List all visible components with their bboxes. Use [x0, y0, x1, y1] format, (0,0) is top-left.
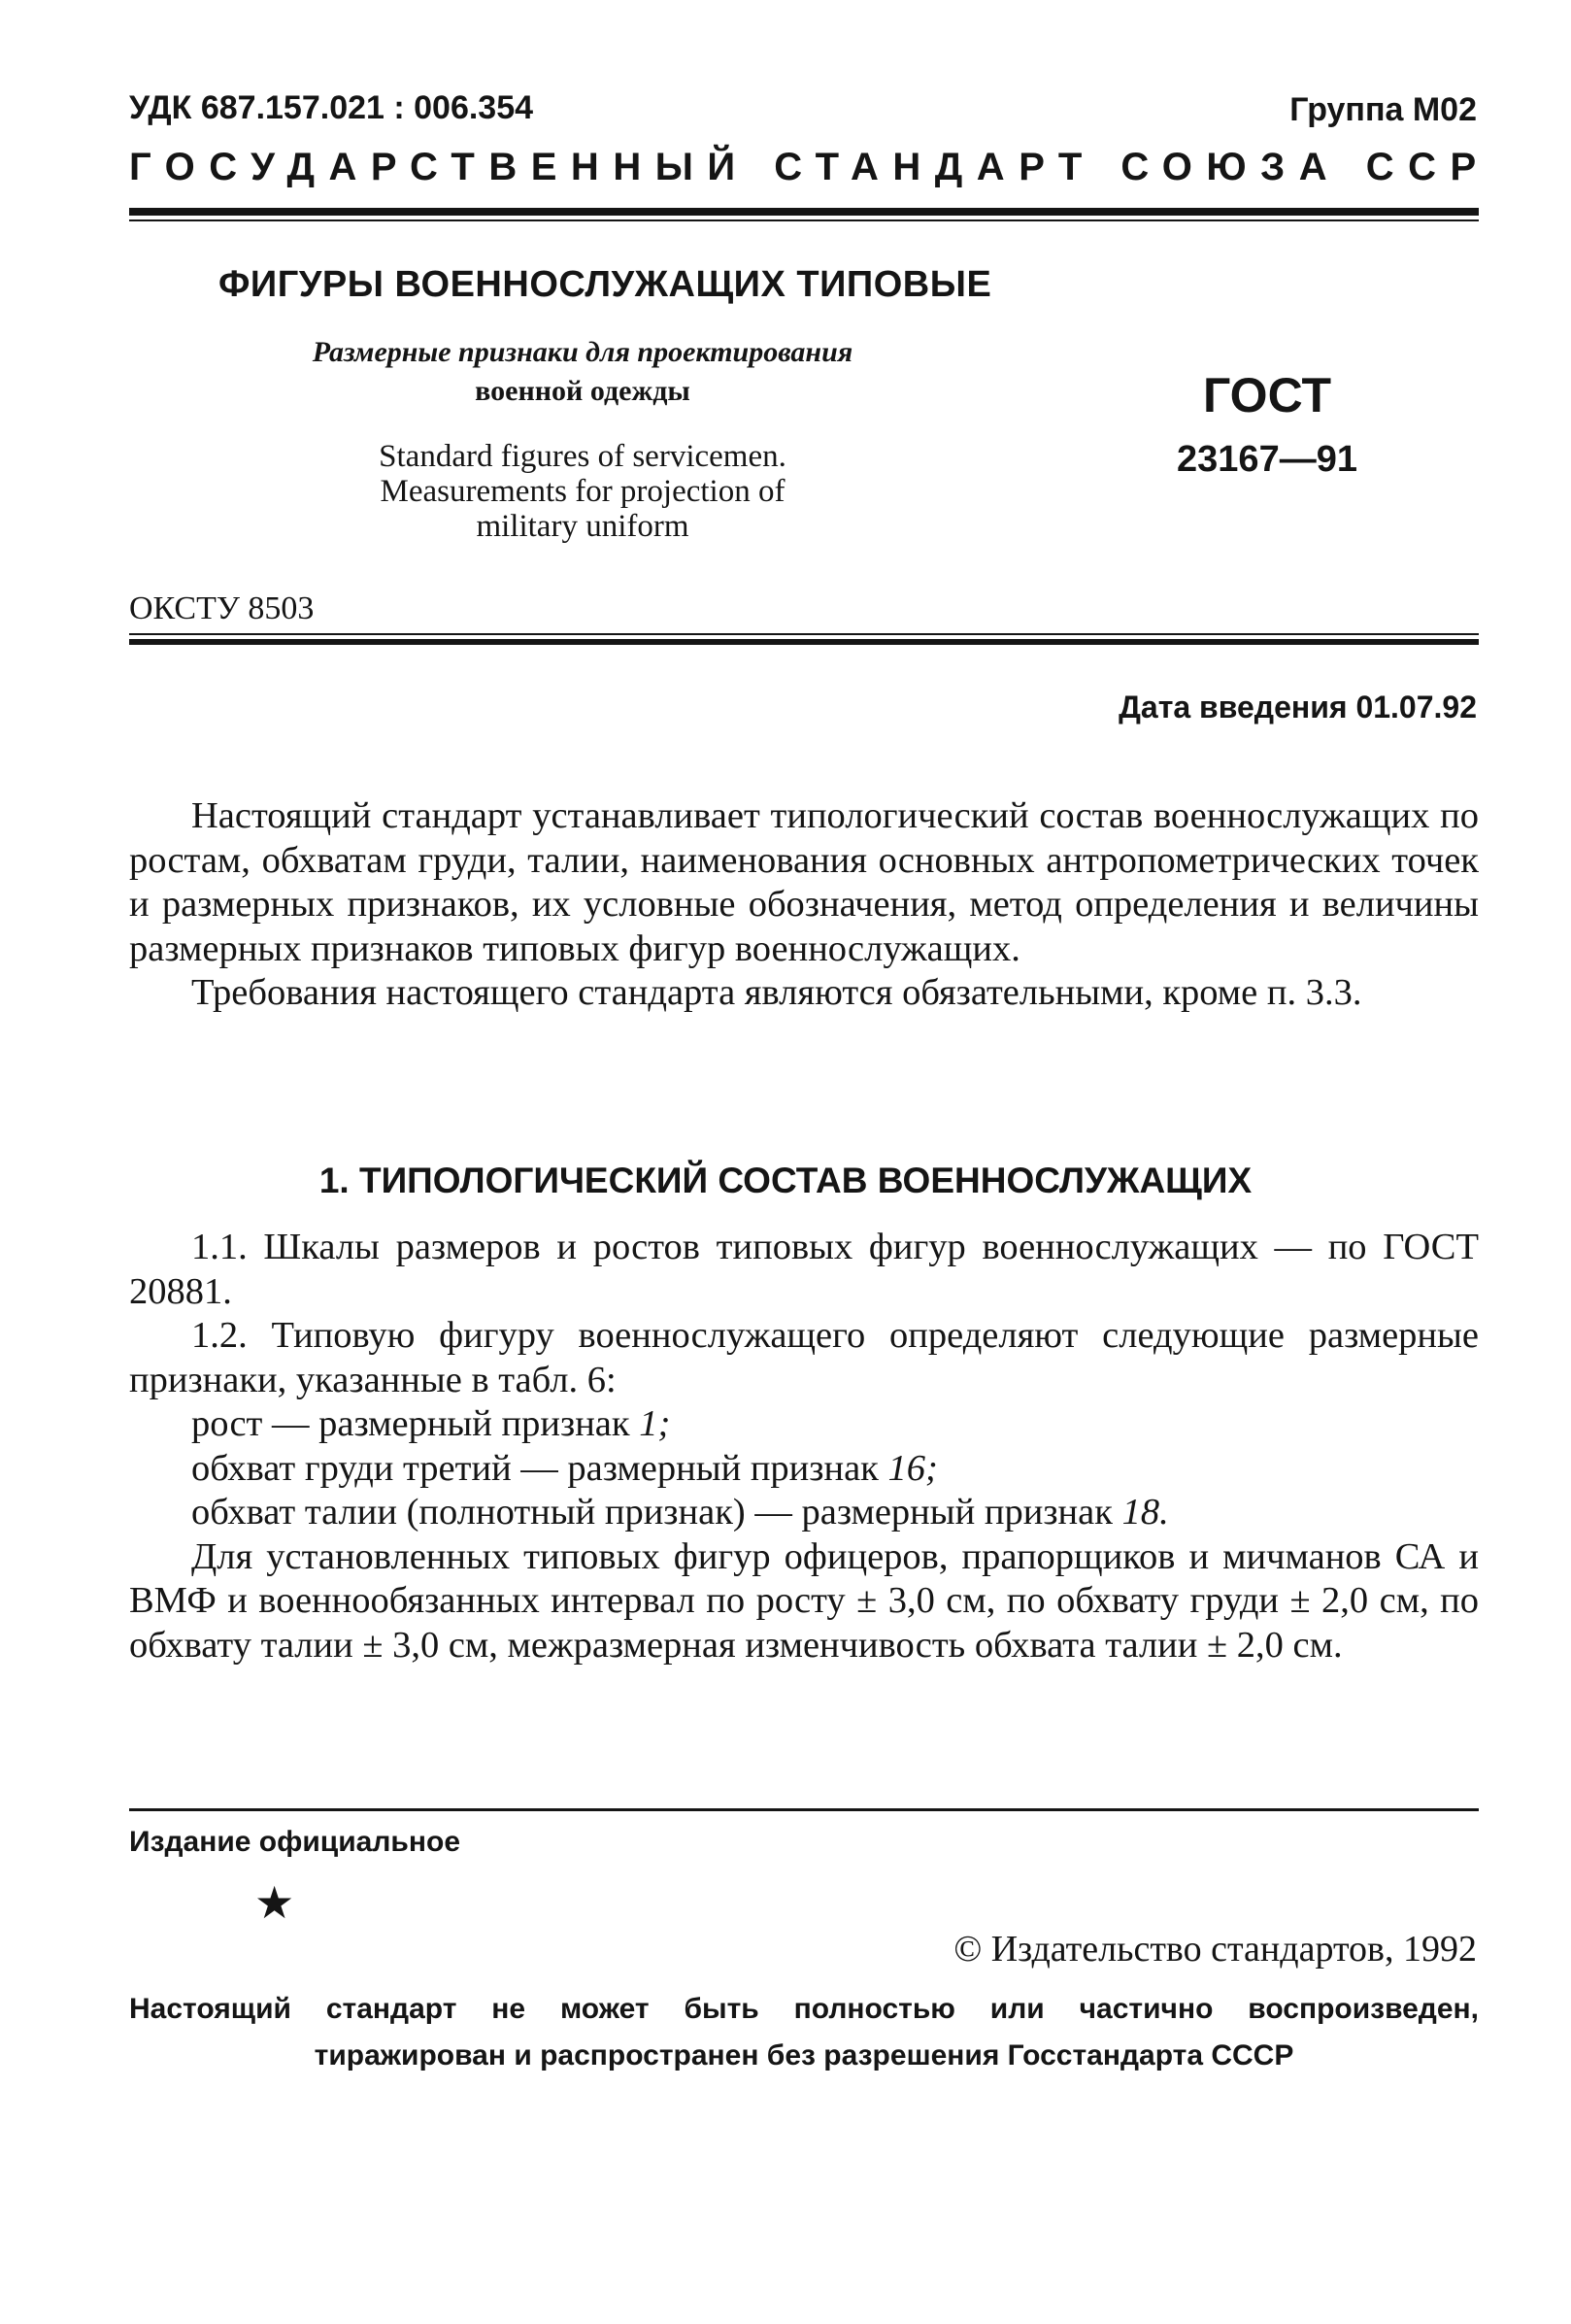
list-item-waist	[129, 1491, 1479, 1535]
standard-subtitle: Размерные признаки для проектирования	[312, 336, 853, 368]
reproduction-notice-line2: тиражирован и распространен без разрешения Госстандарта СССР	[314, 2039, 1294, 2071]
list-item-waist-text: обхват талии (полнотный признак) — размерный признак	[191, 1492, 1122, 1532]
copyright-notice: © Издательство стандартов, 1992	[953, 1929, 1477, 1970]
english-title	[223, 439, 942, 544]
list-item-waist-num: 18.	[1121, 1492, 1169, 1532]
star-icon: ★	[254, 1878, 295, 1928]
edition-label: Издание официальное	[129, 1826, 461, 1858]
header-rule-thin	[129, 219, 1479, 221]
reproduction-notice-line1: Настоящий стандарт не может быть полностью или частично воспроизведен,	[129, 1993, 1479, 2025]
standard-title: ФИГУРЫ ВОЕННОСЛУЖАЩИХ ТИПОВЫЕ	[218, 264, 992, 305]
gost-label: ГОСТ	[1203, 368, 1331, 422]
english-title-line2: Measurements for projection of	[380, 474, 786, 509]
section-1-heading: 1. ТИПОЛОГИЧЕСКИЙ СОСТАВ ВОЕННОСЛУЖАЩИХ	[318, 1161, 1253, 1200]
reproduction-notice	[129, 1986, 1479, 2079]
list-item-chest-num: 16;	[887, 1447, 938, 1489]
clause-1-2: 1.2. Типовую фигуру военнослужащего определяют следующие размерные признаки, указанные в табл. 6:	[129, 1315, 1479, 1400]
header-rule-thick	[129, 208, 1479, 216]
okstu-code: ОКСТУ 8503	[129, 590, 315, 626]
english-title-line1: Standard figures of servicemen.	[379, 439, 786, 474]
list-item-height-text: рост — размерный признак	[191, 1403, 640, 1444]
clause-1-1: 1.1. Шкалы размеров и ростов типовых фигур военнослужащих — по ГОСТ 20881.	[129, 1227, 1479, 1312]
introduction-date: Дата введения 01.07.92	[1119, 690, 1477, 724]
list-item-chest	[129, 1447, 1479, 1492]
intro-section	[129, 794, 1479, 1016]
standard-subtitle-line2: военной одежды	[475, 375, 690, 407]
intervals-paragraph: Для установленных типовых фигур офицеров, прапорщиков и мичманов СА и ВМФ и военнообязанных интервал по росту ± 3,0 см, по обхвату груди ± 2,0 см, по обхвату талии ± 3,0 см, межразмерная изменчивость обхвата талии ± 2,0 см.	[129, 1535, 1479, 1666]
list-item-chest-text: обхват груди третий — размерный признак	[191, 1447, 888, 1489]
group-code: Группа М02	[1289, 91, 1477, 128]
list-item-height	[129, 1402, 1479, 1447]
footer-rule	[129, 1808, 1479, 1811]
okstu-rule-thin	[129, 633, 1479, 635]
okstu-rule-thick	[129, 639, 1479, 645]
intro-paragraph: Настоящий стандарт устанавливает типологический состав военнослужащих по ростам, обхватам груди, талии, наименования основных антропометрических точек и размерных признаков, их условные обозначения, метод определения и величины размерных признаков типовых фигур военнослужащих.	[129, 795, 1479, 969]
section-1-body	[129, 1226, 1479, 1667]
gost-number: 23167—91	[1177, 439, 1357, 480]
english-title-line3: military uniform	[476, 509, 689, 544]
list-item-height-num: 1;	[639, 1403, 671, 1444]
udc-code: УДК 687.157.021 : 006.354	[129, 89, 534, 126]
state-standard-heading: ГОСУДАРСТВЕННЫЙ СТАНДАРТ СОЮЗА ССР	[129, 146, 1490, 188]
intro-requirements-paragraph: Требования настоящего стандарта являются обязательными, кроме п. 3.3.	[191, 972, 1362, 1013]
